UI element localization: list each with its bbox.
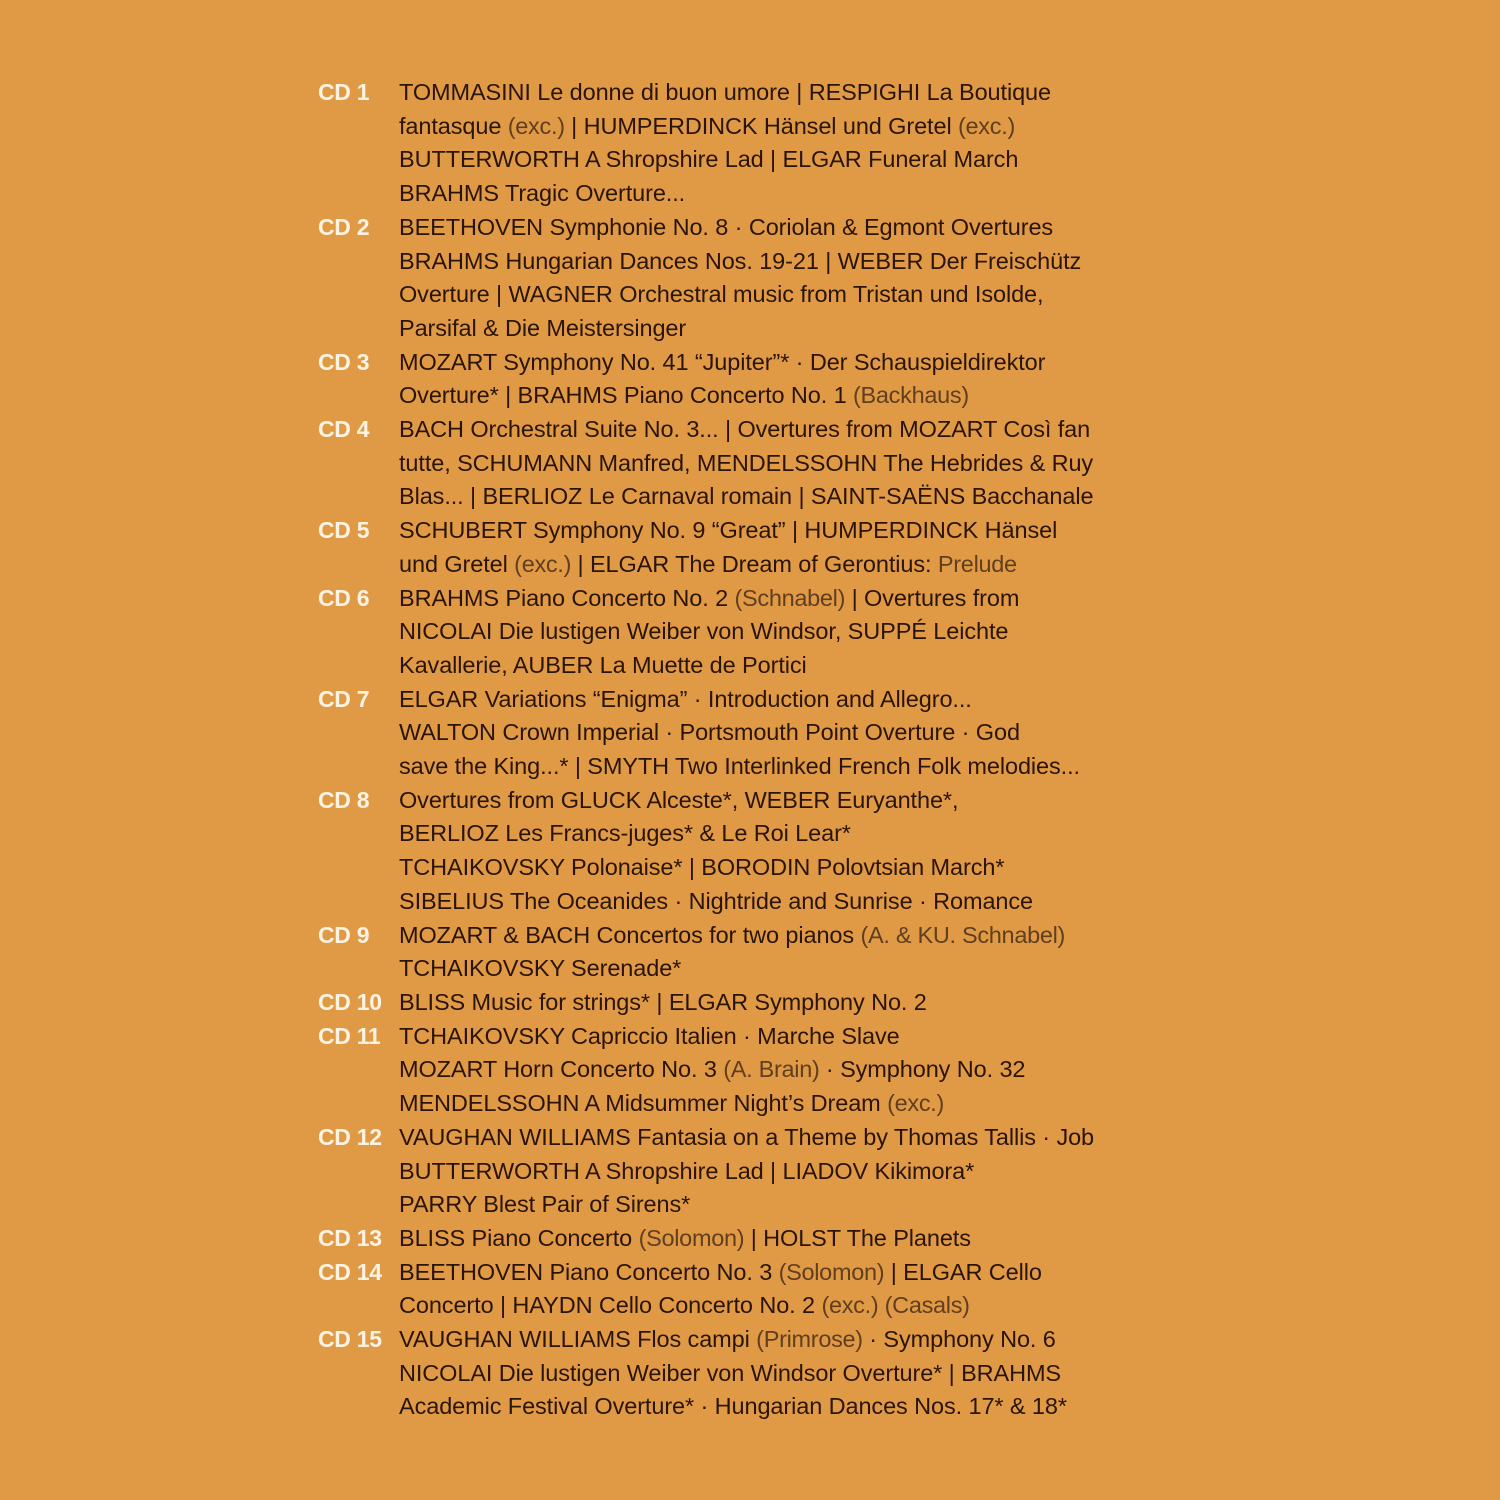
work-title-text: BERLIOZ Les Francs-juges* & Le Roi Lear* (399, 820, 851, 847)
cd-entry (318, 582, 1198, 683)
contents-line (399, 211, 1198, 245)
contents-line (399, 110, 1198, 144)
cd-number-label: CD 4 (318, 416, 370, 443)
performer-note: (Solomon) (778, 1258, 885, 1285)
work-title-text: Concerto | HAYDN Cello Concerto No. 2 (399, 1292, 822, 1319)
cd-contents (399, 784, 1198, 919)
work-title-text: fantasque (399, 112, 508, 139)
cd-contents (399, 1323, 1198, 1424)
contents-line (399, 1390, 1198, 1424)
cd-contents (399, 683, 1198, 784)
cd-entry (318, 986, 1198, 1020)
cd-entry (318, 346, 1198, 413)
cd-number-label: CD 5 (318, 517, 370, 544)
contents-line (399, 143, 1198, 177)
cd-entry (318, 1020, 1198, 1121)
cd-number-label: CD 13 (318, 1224, 382, 1251)
cd-entry (318, 1323, 1198, 1424)
contents-line (399, 952, 1198, 986)
work-title-text: PARRY Blest Pair of Sirens* (399, 1191, 691, 1218)
cd-contents (399, 514, 1198, 581)
cd-contents (399, 1256, 1198, 1323)
contents-line (399, 1256, 1198, 1290)
contents-line (399, 413, 1198, 447)
contents-line (399, 379, 1198, 413)
work-title-text: und Gretel (399, 550, 515, 577)
contents-line (399, 245, 1198, 279)
work-title-text: WALTON Crown Imperial · Portsmouth Point Overture · God (399, 719, 1020, 746)
work-title-text: TOMMASINI Le donne di buon umore | RESPIGHI La Boutique (399, 79, 1051, 105)
cd-number-label: CD 10 (318, 988, 382, 1015)
contents-line (399, 177, 1198, 211)
contents-line (399, 986, 1198, 1020)
work-title-text: MOZART Symphony No. 41 “Jupiter”* · Der Schauspieldirektor (399, 348, 1046, 375)
work-title-text: SIBELIUS The Oceanides · Nightride and Sunrise · Romance (399, 887, 1034, 914)
contents-line (399, 1053, 1198, 1087)
cd-contents (399, 413, 1198, 514)
contents-line (399, 649, 1198, 683)
cd-entry (318, 683, 1198, 784)
contents-line (399, 1323, 1198, 1357)
work-title-text: Overture* | BRAHMS Piano Concerto No. 1 (399, 382, 854, 409)
performer-note: (A. Brain) (723, 1056, 820, 1083)
work-title-text: | ELGAR The Dream of Gerontius: (571, 550, 938, 577)
contents-line (399, 750, 1198, 784)
work-title-text: MOZART Horn Concerto No. 3 (399, 1056, 724, 1083)
work-title-text: MOZART & BACH Concertos for two pianos (399, 921, 861, 948)
performer-note: (exc.) (887, 1090, 945, 1117)
work-title-text: TCHAIKOVSKY Capriccio Italien · Marche Slave (399, 1022, 900, 1049)
contents-line (399, 1357, 1198, 1391)
work-title-text: Blas... | BERLIOZ Le Carnaval romain | SAINT-SAËNS Bacchanale (399, 483, 1094, 510)
cd-entry (318, 784, 1198, 919)
work-title-text: BLISS Music for strings* | ELGAR Symphony No. 2 (399, 988, 927, 1015)
work-title-text: NICOLAI Die lustigen Weiber von Windsor Overture* | BRAHMS (399, 1359, 1062, 1386)
cd-contents (399, 582, 1198, 683)
work-title-text: · Symphony No. 32 (819, 1056, 1026, 1083)
work-title-text: BRAHMS Piano Concerto No. 2 (399, 584, 735, 611)
contents-line (399, 1155, 1198, 1189)
contents-line (399, 817, 1198, 851)
work-title-text: VAUGHAN WILLIAMS Flos campi (399, 1326, 757, 1353)
work-title-text: MENDELSSOHN A Midsummer Night’s Dream (399, 1090, 888, 1117)
contents-line (399, 1020, 1198, 1054)
work-title-text: | HUMPERDINCK Hänsel und Gretel (564, 112, 959, 139)
work-title-text: BEETHOVEN Symphonie No. 8 · Coriolan & Egmont Overtures (399, 213, 1054, 240)
performer-note: Prelude (937, 550, 1017, 577)
cd-entry (318, 1121, 1198, 1222)
contents-line (399, 312, 1198, 346)
work-title-text: Overture | WAGNER Orchestral music from Tristan und Isolde, (399, 281, 1044, 308)
contents-line (399, 548, 1198, 582)
work-title-text: BUTTERWORTH A Shropshire Lad | LIADOV Kikimora* (399, 1157, 975, 1184)
cd-contents (399, 1222, 1198, 1256)
contents-line (399, 1087, 1198, 1121)
work-title-text: BLISS Piano Concerto (399, 1224, 639, 1251)
work-title-text: BEETHOVEN Piano Concerto No. 3 (399, 1258, 779, 1285)
cd-contents (399, 1121, 1198, 1222)
contents-line (399, 851, 1198, 885)
contents-line (399, 885, 1198, 919)
contents-line (399, 1289, 1198, 1323)
work-title-text: TCHAIKOVSKY Polonaise* | BORODIN Polovtsian March* (399, 854, 1005, 881)
cd-number-label: CD 1 (318, 79, 370, 105)
contents-line (399, 480, 1198, 514)
performer-note: (Primrose) (756, 1326, 863, 1353)
contents-line (399, 615, 1198, 649)
work-title-text: BRAHMS Tragic Overture... (399, 180, 686, 207)
contents-line (399, 1188, 1198, 1222)
work-title-text: SCHUBERT Symphony No. 9 “Great” | HUMPERDINCK Hänsel (399, 517, 1058, 544)
work-title-text: Parsifal & Die Meistersinger (399, 314, 687, 341)
work-title-text: | HOLST The Planets (744, 1224, 971, 1251)
work-title-text: | ELGAR Cello (884, 1258, 1042, 1285)
contents-line (399, 346, 1198, 380)
cd-number-label: CD 9 (318, 921, 370, 948)
contents-line (399, 514, 1198, 548)
contents-line (399, 447, 1198, 481)
contents-line (399, 278, 1198, 312)
cd-number-label: CD 11 (318, 1022, 381, 1049)
cd-entry (318, 211, 1198, 346)
work-title-text: NICOLAI Die lustigen Weiber von Windsor, SUPPÉ Leichte (399, 618, 1009, 645)
cd-number-label: CD 8 (318, 786, 370, 813)
work-title-text: BRAHMS Hungarian Dances Nos. 19-21 | WEBER Der Freischütz (399, 247, 1082, 274)
work-title-text: Overtures from GLUCK Alceste*, WEBER Euryanthe*, (399, 786, 959, 813)
cd-entry (318, 413, 1198, 514)
cd-contents (399, 346, 1198, 413)
cd-contents (399, 76, 1198, 211)
contents-line (399, 683, 1198, 717)
work-title-text: TCHAIKOVSKY Serenade* (399, 955, 682, 982)
work-title-text: · Symphony No. 6 (862, 1326, 1056, 1353)
cd-number-label: CD 3 (318, 348, 370, 375)
contents-line (399, 784, 1198, 818)
contents-line (399, 1222, 1198, 1256)
cd-number-label: CD 12 (318, 1123, 382, 1150)
cd-number-label: CD 14 (318, 1258, 382, 1285)
cd-entry (318, 76, 1198, 211)
cd-number-label: CD 6 (318, 584, 370, 611)
performer-note: (exc.) (507, 112, 565, 139)
performer-note: (exc.) (958, 112, 1015, 139)
performer-note: (exc.) (Casals) (821, 1292, 970, 1319)
work-title-text: Kavallerie, AUBER La Muette de Portici (399, 651, 807, 678)
cd-contents (399, 1020, 1198, 1121)
performer-note: (Solomon) (638, 1224, 745, 1251)
cd-entry (318, 514, 1198, 581)
performer-note: (exc.) (514, 550, 572, 577)
work-title-text: ELGAR Variations “Enigma” · Introduction and Allegro... (399, 685, 972, 712)
performer-note: (Schnabel) (734, 584, 846, 611)
cd-contents (399, 919, 1198, 986)
cd-contents (399, 211, 1198, 346)
cd-entry (318, 919, 1198, 986)
work-title-text: save the King...* | SMYTH Two Interlinked French Folk melodies... (399, 753, 1080, 780)
work-title-text: | Overtures from (845, 584, 1020, 611)
contents-line (399, 582, 1198, 616)
work-title-text: BACH Orchestral Suite No. 3... | Overtures from MOZART Così fan (399, 416, 1091, 443)
cd-tracklist (318, 76, 1198, 1424)
work-title-text: tutte, SCHUMANN Manfred, MENDELSSOHN The Hebrides & Ruy (399, 449, 1094, 476)
work-title-text: VAUGHAN WILLIAMS Fantasia on a Theme by Thomas Tallis · Job (399, 1123, 1095, 1150)
contents-line (399, 716, 1198, 750)
cd-number-label: CD 15 (318, 1326, 382, 1353)
contents-line (399, 76, 1198, 110)
cd-contents (399, 986, 1198, 1020)
contents-line (399, 1121, 1198, 1155)
contents-line (399, 919, 1198, 953)
performer-note: (Backhaus) (853, 382, 969, 409)
work-title-text: Academic Festival Overture* · Hungarian Dances Nos. 17* & 18* (399, 1393, 1067, 1420)
cd-number-label: CD 2 (318, 213, 370, 240)
work-title-text: BUTTERWORTH A Shropshire Lad | ELGAR Funeral March (399, 146, 1019, 173)
performer-note: (A. & KU. Schnabel) (860, 921, 1066, 948)
cd-entry (318, 1256, 1198, 1323)
cd-number-label: CD 7 (318, 685, 370, 712)
cd-entry (318, 1222, 1198, 1256)
